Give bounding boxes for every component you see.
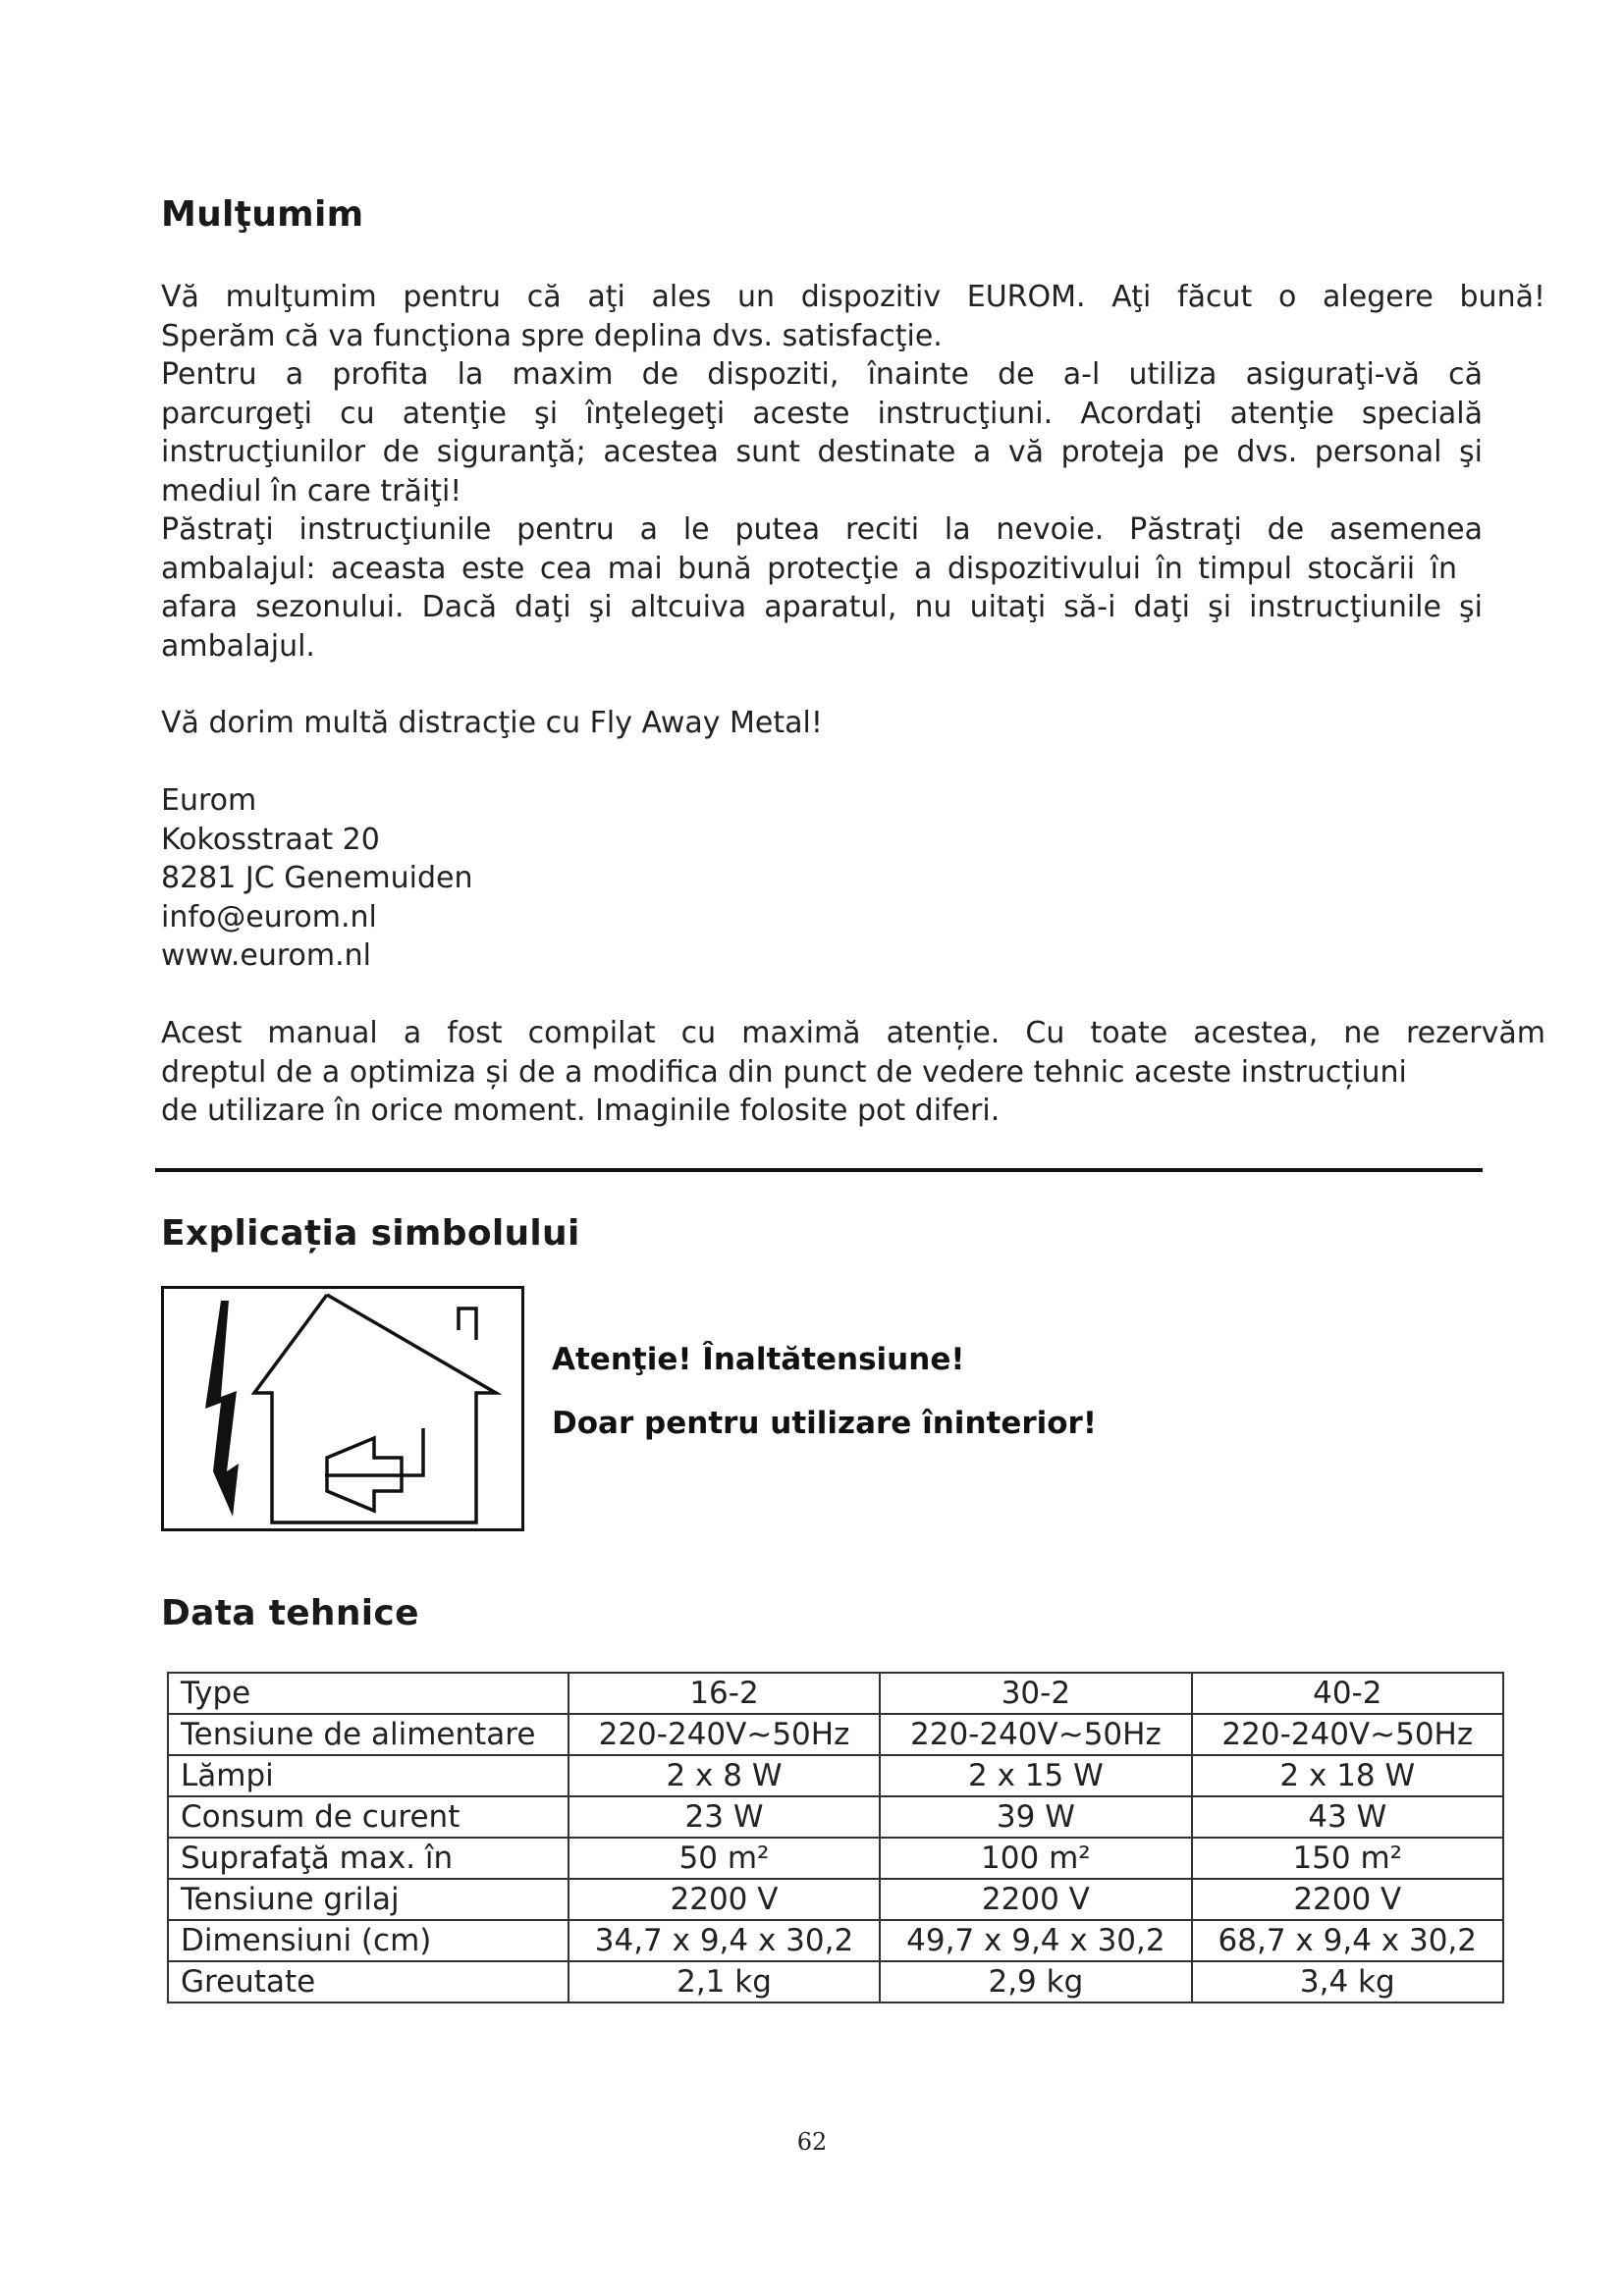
specs-heading: Data tehnice: [161, 1593, 419, 1633]
symbol-box: [161, 1286, 524, 1531]
value-cell: 2200 V: [1192, 1879, 1503, 1920]
text-line: dreptul de a optimiza și de a modifica din punct de vedere tehnic aceste instrucțiuni: [161, 1054, 1407, 1090]
disclaimer-paragraph: [161, 1014, 1545, 1131]
row-label-cell: Tensiune de alimentare: [168, 1714, 568, 1755]
row-label-cell: Suprafaţă max. în: [168, 1838, 568, 1879]
text-line: Sperăm că va funcţiona spre deplina dvs. satisfacţie.: [161, 318, 943, 353]
text-line: ambalajul: aceasta este cea mai bună protecţie a dispozitivului în timpul stocării în: [161, 551, 1457, 586]
table-row: [168, 1796, 1503, 1838]
table-row: [168, 1920, 1503, 1961]
text-line: ambalajul.: [161, 628, 315, 664]
text-line: Acest manual a fost compilat cu maximă atenție. Cu toate acestea, ne rezervăm: [161, 1016, 1545, 1050]
value-cell: 2,1 kg: [568, 1961, 880, 2002]
value-cell: 39 W: [880, 1796, 1191, 1838]
value-cell: 2 x 8 W: [568, 1755, 880, 1796]
table-row: [168, 1673, 1503, 1714]
website: www.eurom.nl: [161, 938, 371, 973]
warning-indoor-only: Doar pentru utilizare îninterior!: [552, 1406, 1097, 1441]
value-cell: 100 m²: [880, 1838, 1191, 1879]
section-divider: [155, 1168, 1483, 1172]
indoor-use-icon: [254, 1295, 496, 1522]
thanks-heading: Mulţumim: [161, 194, 364, 235]
table-row: [168, 1714, 1503, 1755]
value-cell: 150 m²: [1192, 1838, 1503, 1879]
warning-high-voltage: Atenţie! Înaltătensiune!: [552, 1342, 965, 1377]
text-line: afara sezonului. Dacă daţi şi altcuiva aparatul, nu uitaţi să-i daţi şi instrucţiunile şi: [161, 590, 1483, 624]
value-cell: 34,7 x 9,4 x 30,2: [568, 1920, 880, 1961]
symbols-heading: Explicația simbolului: [161, 1213, 580, 1254]
value-cell: 68,7 x 9,4 x 30,2: [1192, 1920, 1503, 1961]
value-cell: 220-240V~50Hz: [880, 1714, 1191, 1755]
table-row: [168, 1755, 1503, 1796]
value-cell: 43 W: [1192, 1796, 1503, 1838]
value-cell: 16-2: [568, 1673, 880, 1714]
text-line: mediul în care trăiţi!: [161, 473, 462, 508]
text-line: Pentru a profita la maxim de dispoziti, înainte de a-l utiliza asiguraţi-vă că: [161, 357, 1483, 392]
value-cell: 2 x 15 W: [880, 1755, 1191, 1796]
value-cell: 50 m²: [568, 1838, 880, 1879]
value-cell: 220-240V~50Hz: [1192, 1714, 1503, 1755]
value-cell: 2200 V: [568, 1879, 880, 1920]
value-cell: 23 W: [568, 1796, 880, 1838]
value-cell: 2 x 18 W: [1192, 1755, 1503, 1796]
text-line: de utilizare în orice moment. Imaginile folosite pot diferi.: [161, 1094, 1001, 1128]
value-cell: 49,7 x 9,4 x 30,2: [880, 1920, 1191, 1961]
table-row: [168, 1838, 1503, 1879]
row-label-cell: Type: [168, 1673, 568, 1714]
thanks-paragraph: [161, 278, 1545, 666]
street-address: Kokosstraat 20: [161, 822, 380, 857]
text-line: parcurgeţi cu atenţie şi înţelegeţi aceste instrucţiuni. Acordaţi atenţie specială: [161, 396, 1483, 431]
value-cell: 3,4 kg: [1192, 1961, 1503, 2002]
specs-table: [167, 1672, 1504, 2003]
value-cell: 30-2: [880, 1673, 1191, 1714]
text-line: instrucţiunilor de siguranţă; acestea sunt destinate a vă proteja pe dvs. personal şi: [161, 435, 1483, 469]
company-name: Eurom: [161, 783, 257, 818]
email-address: info@eurom.nl: [161, 899, 377, 934]
address-block: [161, 781, 1545, 976]
table-row: [168, 1961, 1503, 2002]
row-label-cell: Dimensiuni (cm): [168, 1920, 568, 1961]
row-label-cell: Tensiune grilaj: [168, 1879, 568, 1920]
row-label-cell: Lămpi: [168, 1755, 568, 1796]
table-row: [168, 1879, 1503, 1920]
row-label-cell: Greutate: [168, 1961, 568, 2002]
value-cell: 40-2: [1192, 1673, 1503, 1714]
value-cell: 220-240V~50Hz: [568, 1714, 880, 1755]
value-cell: 2,9 kg: [880, 1961, 1191, 2002]
page-number: 62: [796, 2128, 828, 2156]
row-label-cell: Consum de curent: [168, 1796, 568, 1838]
value-cell: 2200 V: [880, 1879, 1191, 1920]
postal-city: 8281 JC Genemuiden: [161, 861, 473, 895]
high-voltage-icon: [205, 1301, 239, 1517]
text-line: Vă mulţumim pentru că aţi ales un dispozitiv EUROM. Aţi făcut o alegere bună!: [161, 280, 1545, 314]
wish-line: Vă dorim multă distracţie cu Fly Away Metal!: [161, 706, 823, 740]
symbol-graphic: [164, 1289, 521, 1528]
text-line: Păstraţi instrucţiunile pentru a le putea reciti la nevoie. Păstraţi de asemenea: [161, 512, 1483, 547]
